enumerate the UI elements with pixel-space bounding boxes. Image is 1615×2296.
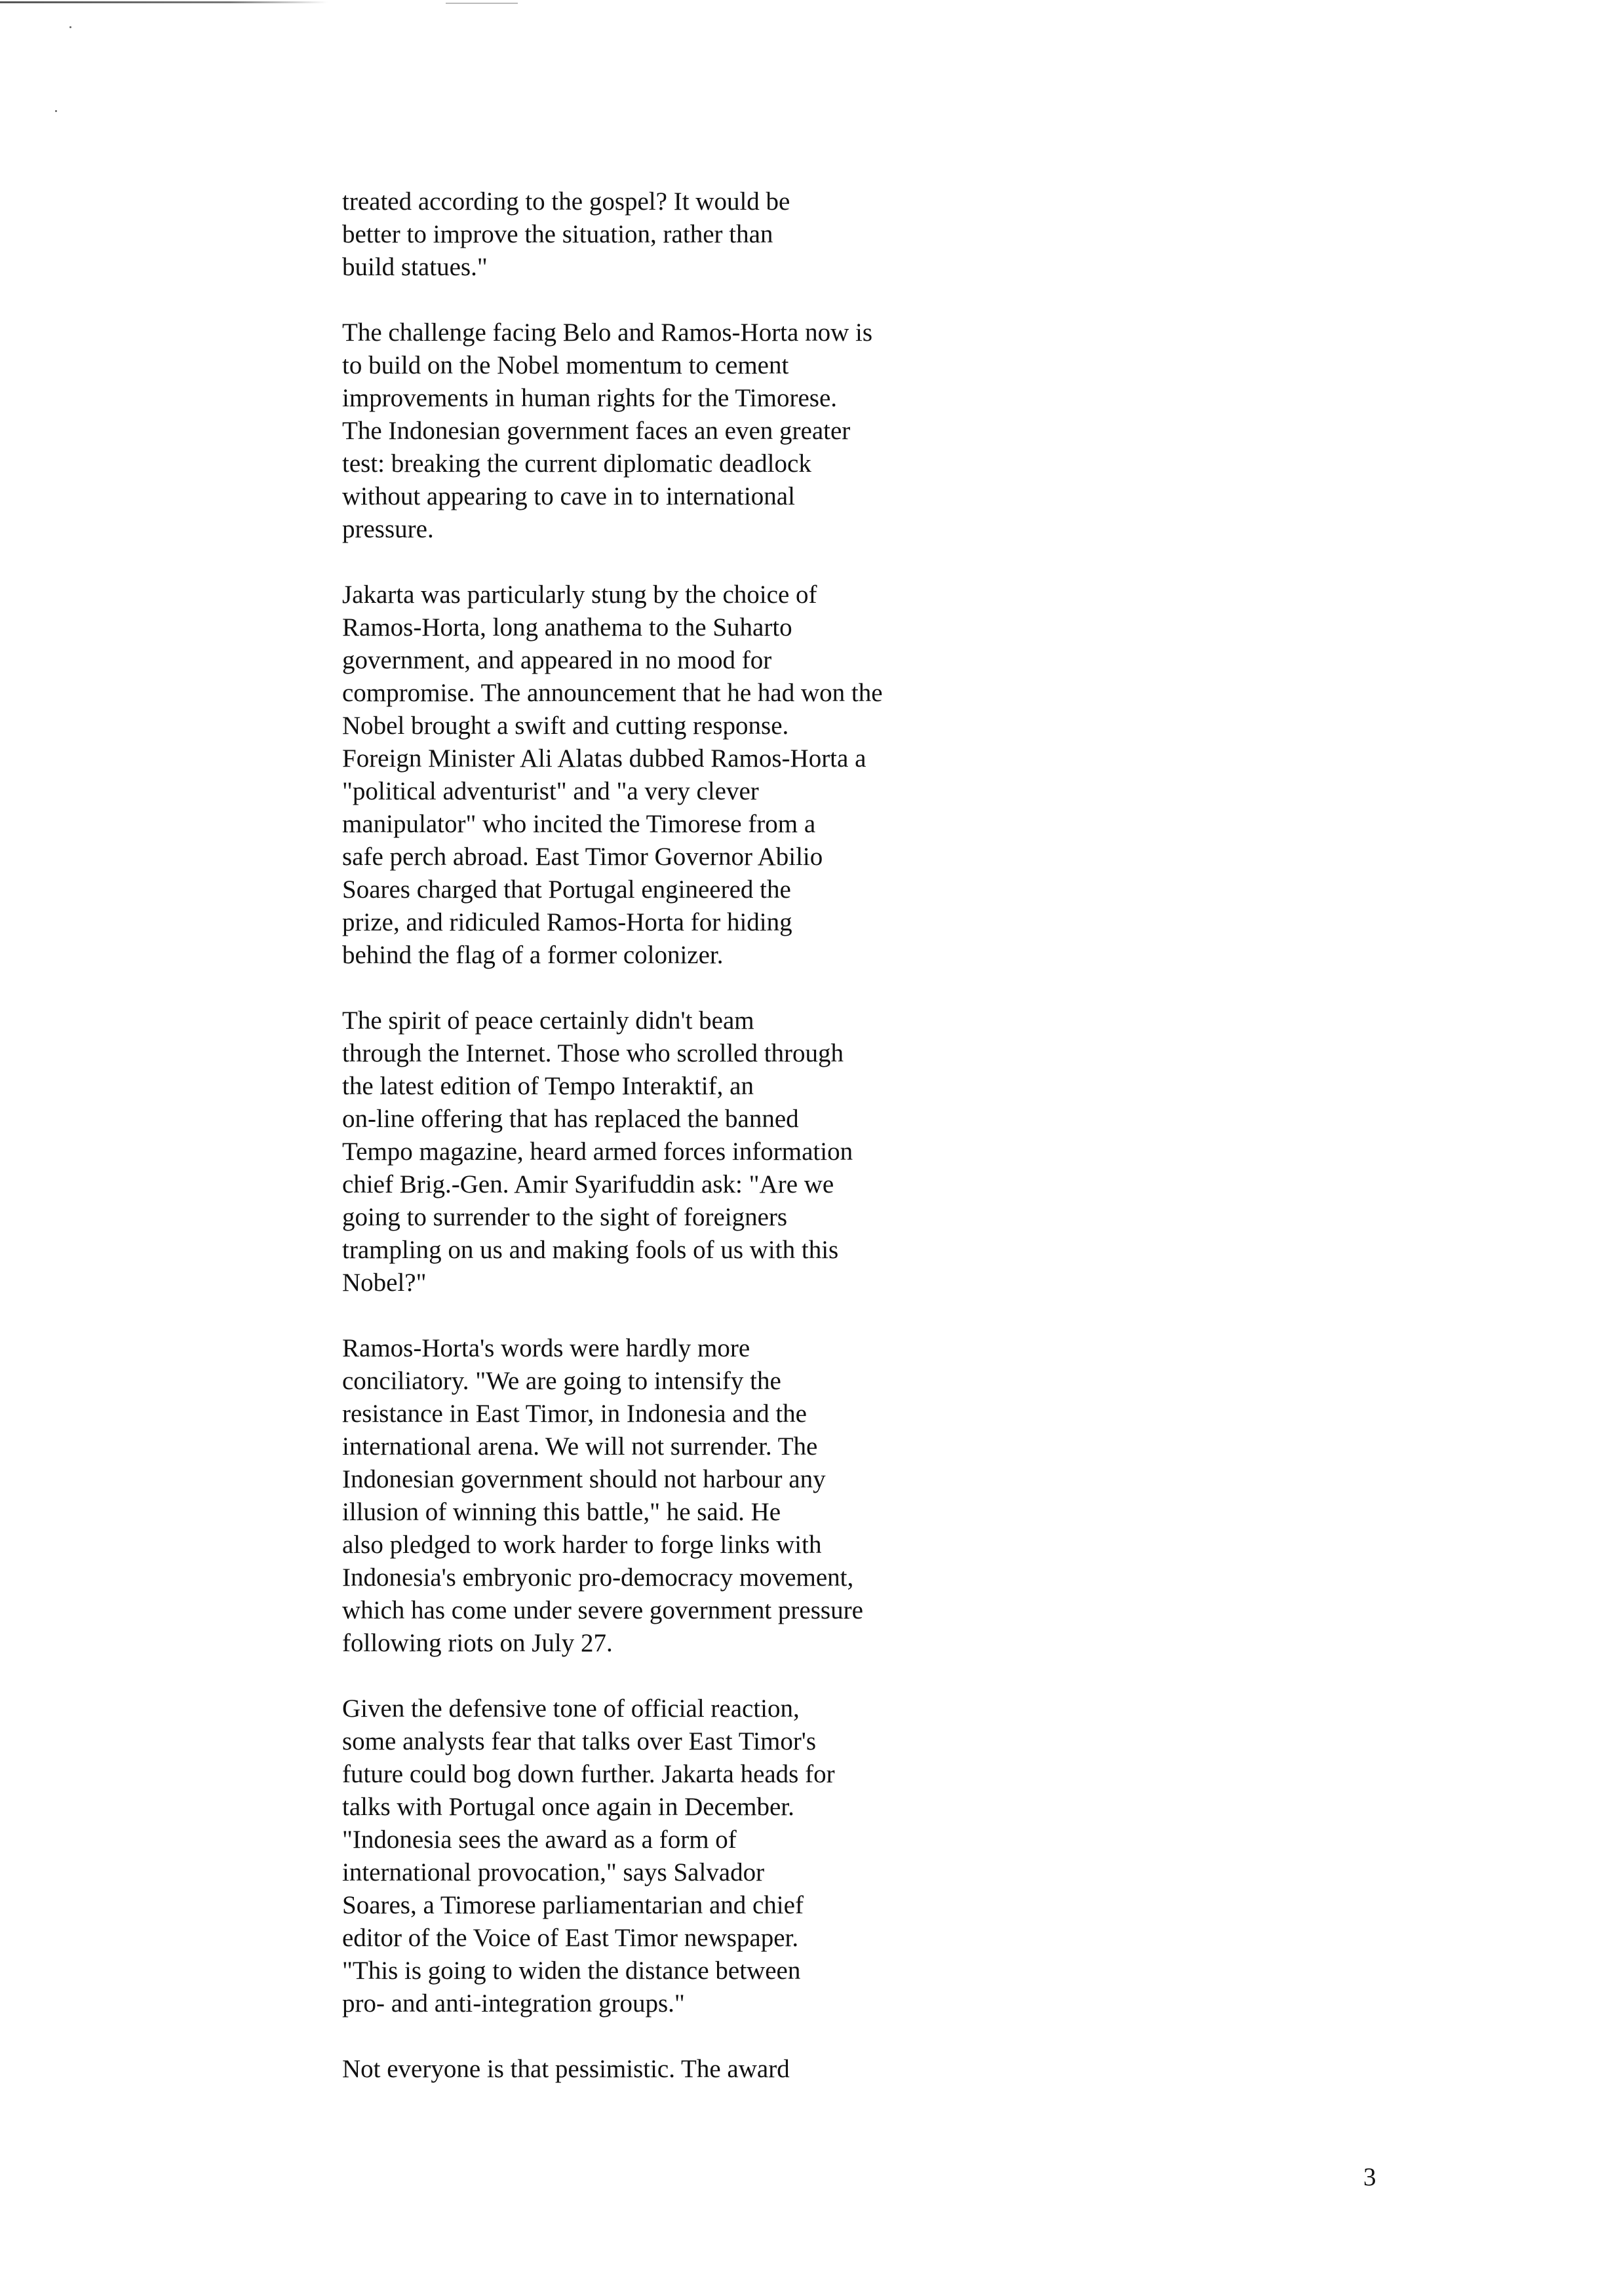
text-line: also pledged to work harder to forge links with xyxy=(342,1531,822,1559)
text-line: illusion of winning this battle," he said. He xyxy=(342,1498,781,1526)
article-paragraph xyxy=(342,1332,998,1660)
text-line: pro- and anti-integration groups." xyxy=(342,1989,685,2018)
page-number: 3 xyxy=(1363,2163,1376,2191)
text-line: better to improve the situation, rather than xyxy=(342,220,773,248)
text-line: Nobel brought a swift and cutting response. xyxy=(342,712,789,740)
text-line: future could bog down further. Jakarta heads for xyxy=(342,1760,835,1788)
scan-edge-line xyxy=(0,1,328,3)
text-line: "This is going to widen the distance between xyxy=(342,1957,801,1985)
text-line: The Indonesian government faces an even greater xyxy=(342,417,851,445)
text-line: international arena. We will not surrender. The xyxy=(342,1432,818,1461)
text-line: Soares charged that Portugal engineered the xyxy=(342,875,791,904)
text-line: going to surrender to the sight of foreigners xyxy=(342,1203,788,1231)
text-line: pressure. xyxy=(342,515,434,543)
text-line: talks with Portugal once again in December. xyxy=(342,1793,794,1821)
text-line: some analysts fear that talks over East Timor's xyxy=(342,1727,817,1755)
text-line: through the Internet. Those who scrolled through xyxy=(342,1039,844,1067)
article-paragraph xyxy=(342,1693,998,2020)
text-line: government, and appeared in no mood for xyxy=(342,646,772,674)
text-line: Ramos-Horta's words were hardly more xyxy=(342,1334,750,1362)
text-line: conciliatory. "We are going to intensify the xyxy=(342,1367,781,1395)
text-line: "Indonesia sees the award as a form of xyxy=(342,1826,737,1854)
text-line: Given the defensive tone of official reaction, xyxy=(342,1694,800,1723)
text-line: Foreign Minister Ali Alatas dubbed Ramos-Horta a xyxy=(342,744,866,773)
text-line: which has come under severe government pressure xyxy=(342,1596,863,1624)
article-body xyxy=(342,185,998,2118)
text-line: Jakarta was particularly stung by the choice of xyxy=(342,581,817,609)
text-line: The spirit of peace certainly didn't beam xyxy=(342,1006,754,1035)
text-line: "political adventurist" and "a very clever xyxy=(342,777,759,805)
text-line: following riots on July 27. xyxy=(342,1629,613,1657)
text-line: test: breaking the current diplomatic deadlock xyxy=(342,450,811,478)
text-line: on-line offering that has replaced the banned xyxy=(342,1105,799,1133)
text-line: Soares, a Timorese parliamentarian and chief xyxy=(342,1891,804,1919)
text-line: Tempo magazine, heard armed forces information xyxy=(342,1138,853,1166)
text-line: Nobel?" xyxy=(342,1269,427,1297)
article-paragraph xyxy=(342,185,998,284)
text-line: compromise. The announcement that he had won the xyxy=(342,679,883,707)
text-line: editor of the Voice of East Timor newspaper. xyxy=(342,1924,799,1952)
text-line: resistance in East Timor, in Indonesia and the xyxy=(342,1400,807,1428)
article-paragraph xyxy=(342,2053,998,2086)
text-line: Ramos-Horta, long anathema to the Suharto xyxy=(342,613,792,641)
text-line: trampling on us and making fools of us with this xyxy=(342,1236,839,1264)
article-paragraph xyxy=(342,579,998,972)
text-line: international provocation," says Salvador xyxy=(342,1858,765,1886)
text-line: Indonesian government should not harbour any xyxy=(342,1465,826,1493)
text-line: to build on the Nobel momentum to cement xyxy=(342,351,789,379)
text-line: behind the flag of a former colonizer. xyxy=(342,941,724,969)
text-line: the latest edition of Tempo Interaktif, an xyxy=(342,1072,754,1100)
scan-edge-mark xyxy=(446,3,518,4)
text-line: chief Brig.-Gen. Amir Syarifuddin ask: "Are we xyxy=(342,1170,834,1198)
text-line: treated according to the gospel? It would be xyxy=(342,187,790,216)
text-line: The challenge facing Belo and Ramos-Horta now is xyxy=(342,318,873,347)
text-line: Indonesia's embryonic pro-democracy movement, xyxy=(342,1563,854,1592)
text-line: manipulator" who incited the Timorese from a xyxy=(342,810,816,838)
text-line: improvements in human rights for the Timorese. xyxy=(342,384,838,412)
scan-speck xyxy=(55,110,57,112)
text-line: Not everyone is that pessimistic. The award xyxy=(342,2055,790,2083)
text-line: prize, and ridiculed Ramos-Horta for hiding xyxy=(342,908,792,936)
scan-speck xyxy=(69,26,71,28)
text-line: without appearing to cave in to international xyxy=(342,482,795,510)
text-line: safe perch abroad. East Timor Governor Abilio xyxy=(342,843,823,871)
article-paragraph xyxy=(342,1004,998,1299)
text-line: build statues." xyxy=(342,253,488,281)
article-paragraph xyxy=(342,316,998,546)
